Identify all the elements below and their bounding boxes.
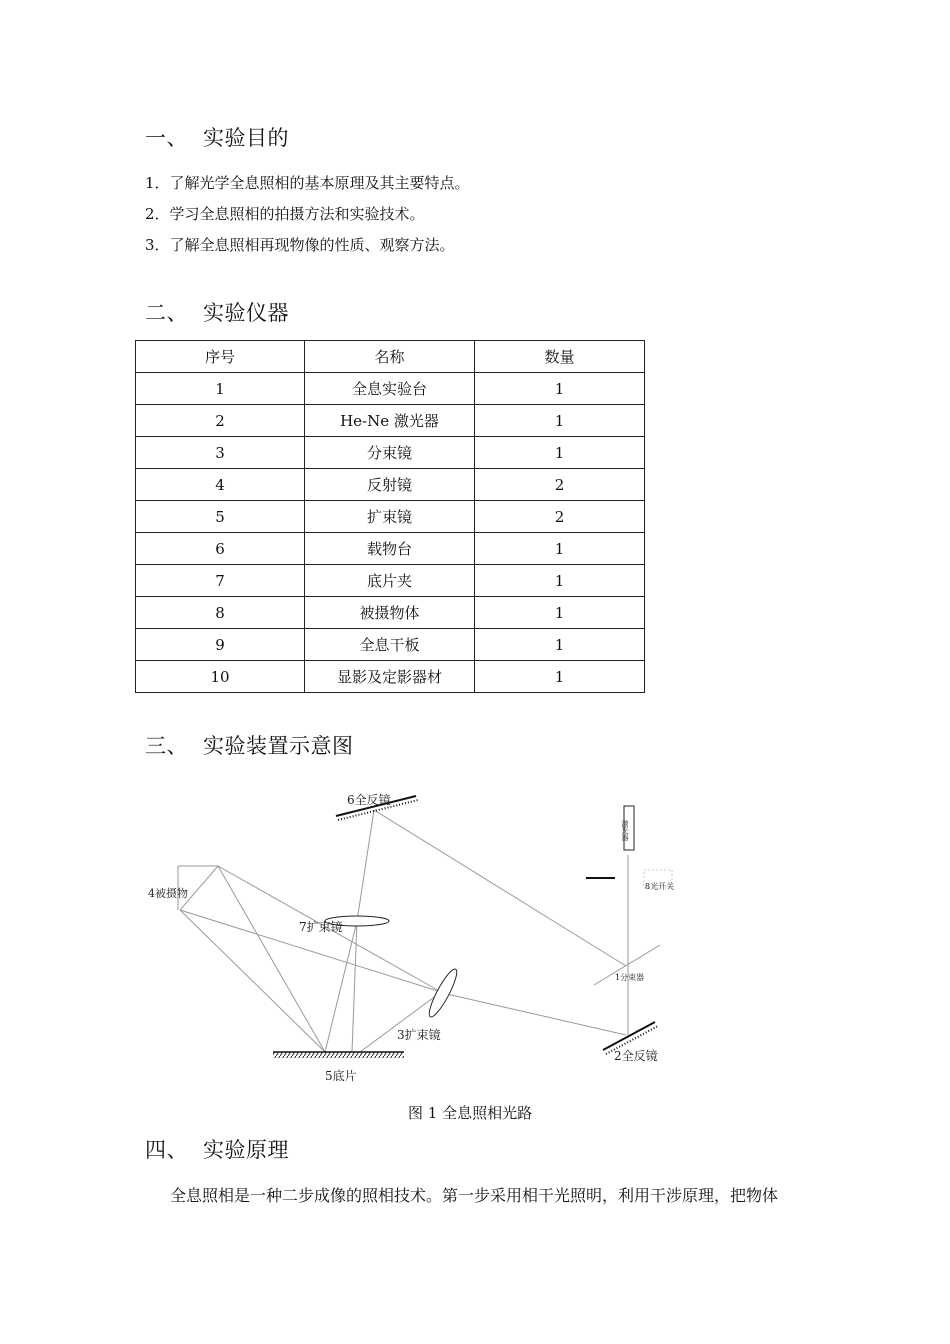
- objective-item: 1．了解光学全息照相的基本原理及其主要特点。: [145, 174, 470, 192]
- splitter-label: 1分束器: [615, 973, 645, 982]
- item-name-cell: 扩束镜: [305, 501, 475, 533]
- expander-3-icon: [425, 966, 461, 1019]
- section-number: 四、: [145, 1138, 188, 1162]
- section-number: 二、: [145, 301, 188, 325]
- quantity-cell: 1: [475, 597, 645, 629]
- row-number-cell: 5: [136, 501, 305, 533]
- mirror2-label: 2全反镜: [614, 1049, 658, 1063]
- principle-paragraph: 全息照相是一种二步成像的照相技术。第一步采用相干光照明，利用干涉原理，把物体: [170, 1186, 779, 1205]
- expander3-label: 3扩束镜: [397, 1028, 441, 1042]
- quantity-cell: 1: [475, 405, 645, 437]
- section-heading-principle: [145, 1134, 289, 1164]
- object-label: 4被摄物: [148, 887, 188, 900]
- objective-item: 2．学习全息照相的拍摄方法和实验技术。: [145, 205, 425, 223]
- section-title: 实验仪器: [203, 301, 289, 325]
- row-number-cell: 7: [136, 565, 305, 597]
- row-number-cell: 6: [136, 533, 305, 565]
- item-name-cell: 底片夹: [305, 565, 475, 597]
- section-title: 实验装置示意图: [203, 734, 354, 758]
- row-number-cell: 2: [136, 405, 305, 437]
- row-number-cell: 1: [136, 373, 305, 405]
- mirror6-label: 6全反镜: [347, 793, 391, 807]
- light-paths: [178, 810, 628, 1052]
- row-number-cell: 8: [136, 597, 305, 629]
- section-number: 一、: [145, 126, 188, 150]
- film-plate-icon: [273, 1052, 404, 1058]
- row-number-cell: 4: [136, 469, 305, 501]
- figure-caption: 图 1 全息照相光路: [408, 1104, 533, 1122]
- laser-label: 激光器: [621, 820, 629, 841]
- item-name-cell: 分束镜: [305, 437, 475, 469]
- item-name-cell: 显影及定影器材: [305, 661, 475, 693]
- item-name-cell: 反射镜: [305, 469, 475, 501]
- quantity-cell: 2: [475, 469, 645, 501]
- table-header-cell: 名称: [305, 341, 475, 373]
- row-number-cell: 3: [136, 437, 305, 469]
- quantity-cell: 1: [475, 629, 645, 661]
- quantity-cell: 1: [475, 373, 645, 405]
- table-header-cell: 序号: [136, 341, 305, 373]
- item-name-cell: 全息实验台: [305, 373, 475, 405]
- section-title: 实验原理: [203, 1138, 289, 1162]
- row-number-cell: 10: [136, 661, 305, 693]
- section-number: 三、: [145, 734, 188, 758]
- item-name-cell: He-Ne 激光器: [305, 405, 475, 437]
- row-number-cell: 9: [136, 629, 305, 661]
- quantity-cell: 2: [475, 501, 645, 533]
- expander7-label: 7扩束镜: [299, 920, 343, 934]
- item-name-cell: 全息干板: [305, 629, 475, 661]
- quantity-cell: 1: [475, 437, 645, 469]
- table-header-cell: 数量: [475, 341, 645, 373]
- item-name-cell: 载物台: [305, 533, 475, 565]
- quantity-cell: 1: [475, 565, 645, 597]
- quantity-cell: 1: [475, 661, 645, 693]
- section-title: 实验目的: [203, 126, 289, 150]
- objective-item: 3．了解全息照相再现物像的性质、观察方法。: [145, 236, 455, 254]
- film-label: 5底片: [325, 1069, 357, 1083]
- quantity-cell: 1: [475, 533, 645, 565]
- shutter-label: 8光开关: [645, 882, 675, 891]
- item-name-cell: 被摄物体: [305, 597, 475, 629]
